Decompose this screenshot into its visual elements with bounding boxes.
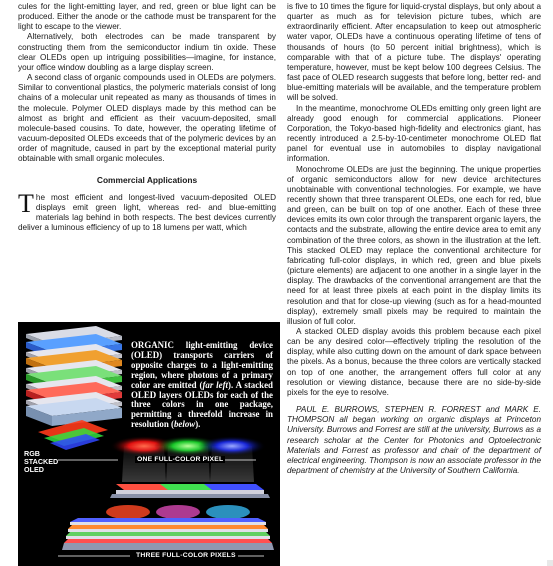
rgb-label-line-3: OLED <box>24 465 44 475</box>
left-column <box>18 2 276 233</box>
right-paragraph-3: Monochrome OLEDs are just the beginning. The unique properties of organic semiconductors allow for new device architectures unobtainable with conventional technologies. For example, we have recently shown that three transparent OLEDs, one each for red, blue and green, can be built on top of one another. Each of these three devices emits its own color through the transparent organic layers, the contacts and the substrate, allowing the entire device area to emit any combination of the three colors, as shown in the illustration at the left. This stacked OLED may replace the conventional architecture for fabricating full-color displays, in which red, green and blue pixels (picture elements) are adjacent to one another in a single layer in the display. The drawbacks of the conventional arrangement are that the need for at least three pixels at each point in the display limits its resolution and that for close-up viewing (such as for a head-mounted display), extremely small pixels may be required to maintain the illusion of full color. <box>287 164 541 326</box>
rgb-label-line-1: RGB <box>24 449 40 458</box>
right-column <box>287 2 541 476</box>
drop-cap: T <box>18 188 34 218</box>
right-paragraph-4: A stacked OLED display avoids this problem because each pixel can be any desired color—effectively tripling the resolution of the display, while also cutting down on the amount of dark space between the pixels. As a bonus, because the three colors are vertically stacked on top of one another, the arrangement offers full color at any resolution or viewing distance, because there are no side-by-side pixels for the eye to resolve. <box>287 327 541 397</box>
right-paragraph-1: is five to 10 times the figure for liquid-crystal displays, but only about a quarter as much as for television picture tubes, which are extraordinarily efficient. After encapsulation to keep out atmospheric water vapor, OLEDs have a continuous operating lifetime of tens of thousands of hours (to 50 percent initial brightness), which is comparable with that of a picture tube. The displays' operating temperature, however, must be kept below 100 degrees Celsius. The fast pace of OLED research suggests that before long, better red- and blue-emitting materials will be available, and the temperature problem will be solved. <box>287 2 541 103</box>
caption-part-1: ORGANIC light-emitting device (OLED) transports carriers of opposite charges to a light-emitting region, where photons of a primary color are emitted ( <box>131 340 273 390</box>
rgb-stacked-oled-label <box>24 450 58 475</box>
stacked-oled-device <box>26 326 122 450</box>
author-bio: PAUL E. BURROWS, STEPHEN R. FORREST and MARK E. THOMPSON all began working on organic displays at Princeton University. Burrows and Forrest are still at the university, Burrows as a research scholar at the Center for Photonics and Optoelectronic Materials and Forrest as professor and chair of the department of electrical engineering. Thompson is now an associate professor in the department of chemistry at the University of Southern California. <box>287 405 541 476</box>
rgb-label-line-2: STACKED <box>24 457 59 467</box>
three-pixel-row <box>58 505 274 556</box>
caption-far-left: far left <box>202 379 229 390</box>
caption-part-2: ). A stacked OLED layers OLEDs for each of the three colors in one package, permitting a threefold increase in resolution ( <box>131 379 273 430</box>
single-pixel-row <box>58 436 270 498</box>
caption-part-3: ). <box>195 419 201 430</box>
right-paragraph-2: In the meantime, monochrome OLEDs emitting only green light are already good enough for commercial applications. Pioneer Corporation, the Tokyo-based high-fidelity and electronics giant, has recently introduced a 2.5-by-10-centimeter monochrome OLED flat panel for eventual use in automobiles to display navigational information. <box>287 103 541 164</box>
left-paragraph-1: cules for the light-emitting layer, and red, green or blue light can be produced. Either the anode or the cathode must be transparent for the light to escape to the viewer. <box>18 2 276 32</box>
left-paragraph-4-text: he most efficient and longest-lived vacuum-deposited OLED displays emit green light, whereas red- and blue-emitting materials lag behind in both respects. The best devices currently deliver a luminous efficiency of up to 18 lumens per watt, which <box>18 192 276 233</box>
section-heading: Commercial Applications <box>96 174 198 185</box>
left-paragraph-3: A second class of organic compounds used in OLEDs are polymers. Similar to conventional plastics, the polymeric materials consist of long chains of a molecular unit repeated as many as thousands of times in the molecule. Polymer OLED displays made by this method can be almost as bright and efficient as their vacuum-deposited, small molecule-based cousins. To date, however, the operating lifetime of vacuum-deposited OLEDs exceeds that of the polymeric devices by an order of magnitude, caused in part by the exceptional material purity obtainable with small organic molecules. <box>18 73 276 164</box>
left-paragraph-2: Alternatively, both electrodes can be made transparent by constructing them from the semiconductor indium tin oxide. These clear OLEDs open up intriguing possibilities—imagine, for instance, your office window doubling as a large display screen. <box>18 32 276 72</box>
oled-illustration <box>18 322 280 566</box>
three-pixels-label: THREE FULL-COLOR PIXELS <box>136 552 236 559</box>
left-paragraph-4 <box>18 188 276 234</box>
page-corner <box>547 560 553 566</box>
one-pixel-label: ONE FULL-COLOR PIXEL <box>137 456 224 463</box>
figure-caption <box>131 341 273 430</box>
caption-below: below <box>173 419 196 430</box>
